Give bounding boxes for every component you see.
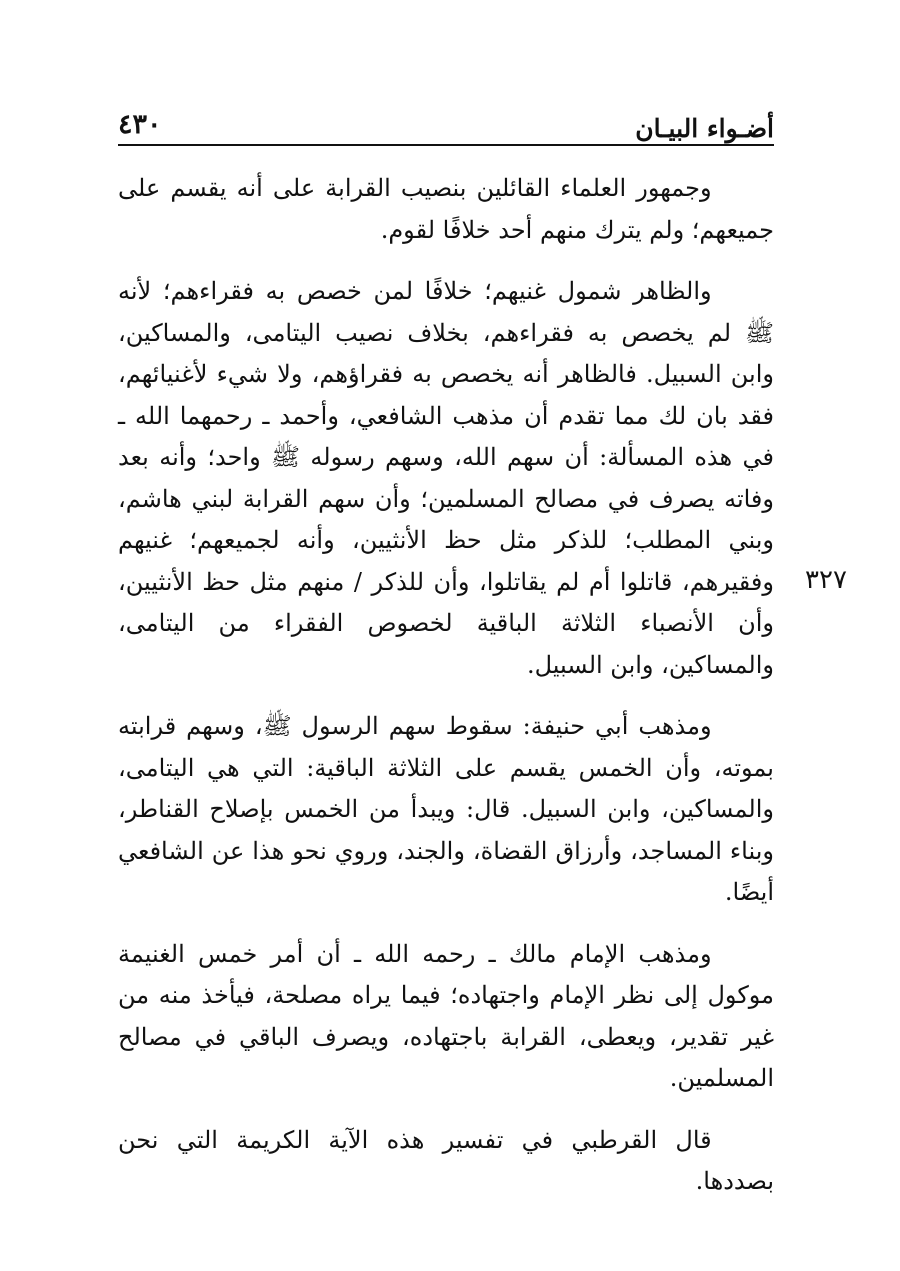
paragraph: ومذهب أبي حنيفة: سقوط سهم الرسول ﷺ، وسهم قرابته بموته، وأن الخمس يقسم على الثلاثة الباقية: التي هي اليتامى، والمساكين، وابن السبيل. قال: ويبدأ من الخمس بإصلاح القناطر، وبناء المساجد، وأرزاق القضاة، والجند، وروي نحو هذا عن الشافعي أيضًا.	[118, 712, 774, 906]
paragraph: قال القرطبي في تفسير هذه الآية الكريمة التي نحن بصددها.	[118, 1125, 774, 1195]
paragraph: ومذهب الإمام مالك ـ رحمه الله ـ أن أمر خمس الغنيمة موكول إلى نظر الإمام واجتهاده؛ فيما يراه مصلحة، فيأخذ منه من غير تقدير، ويعطى، القرابة باجتهاده، ويصرف الباقي في مصالح المسلمين.	[118, 939, 775, 1092]
paragraph: وجمهور العلماء القائلين بنصيب القرابة على أنه يقسم على جميعهم؛ ولم يترك منهم أحد خلافًا لقوم.	[118, 174, 774, 244]
book-title: أضـواء البيـان	[635, 114, 774, 143]
running-header	[118, 100, 774, 146]
page-number: ٤٣٠	[118, 109, 162, 140]
body-text	[118, 168, 774, 1223]
paragraph: والظاهر شمول غنيهم؛ خلافًا لمن خصص به فقراءهم؛ لأنه ﷺ لم يخصص به فقراءهم، بخلاف نصيب اليتامى، والمساكين، وابن السبيل. فالظاهر أنه يخصص به فقراؤهم، ولا شيء لأغنيائهم، فقد بان لك مما تقدم أن مذهب الشافعي، وأحمد ـ رحمهما الله ـ في هذه المسألة: أن سهم الله، وسهم رسوله ﷺ واحد؛ وأنه بعد وفاته يصرف في مصالح المسلمين؛ وأن سهم القرابة لبني هاشم، وبني المطلب؛ للذكر مثل حظ الأنثيين، وأنه لجميعهم؛ غنيهم وفقيرهم، قاتلوا أم لم يقاتلوا، وأن للذكر / منهم مثل حظ الأنثيين، وأن الأنصباء الثلاثة الباقية لخصوص الفقراء من اليتامى، والمساكين، وابن السبيل.	[118, 277, 774, 679]
margin-reference-number: ٣٢٧	[805, 565, 847, 595]
